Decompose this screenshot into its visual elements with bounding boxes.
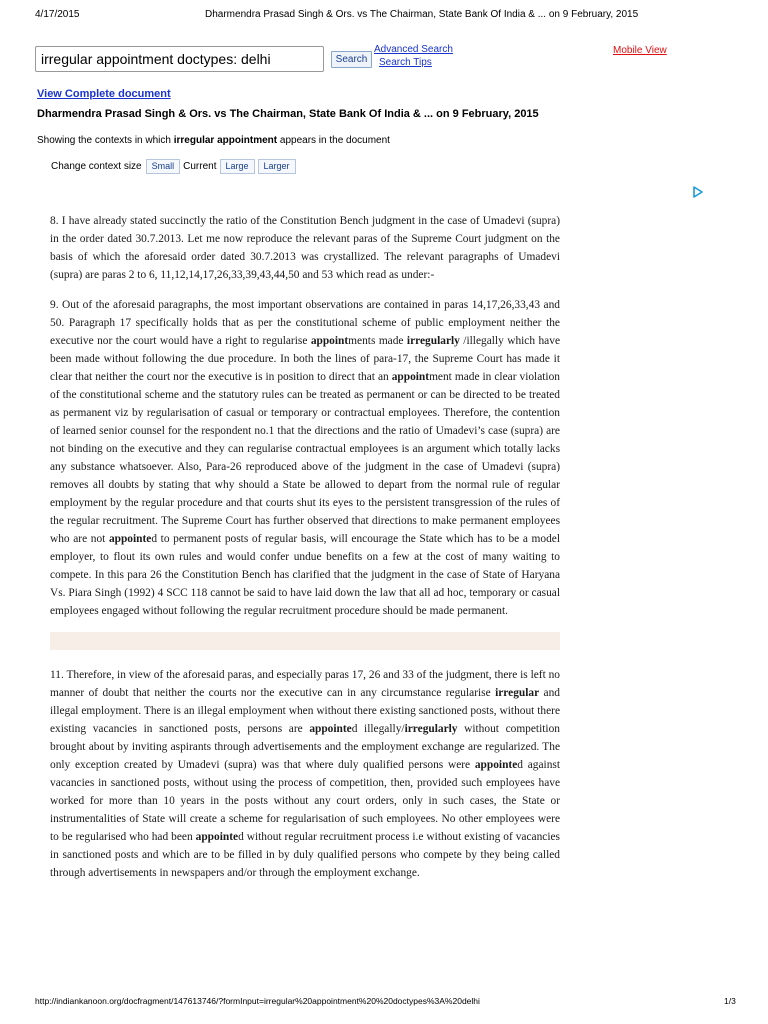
footer-page-number: 1/3 xyxy=(724,996,736,1006)
print-header xyxy=(0,9,768,23)
search-input[interactable]: irregular appointment doctypes: delhi xyxy=(35,46,324,72)
highlighted-term: appoint xyxy=(391,371,430,383)
document-body xyxy=(50,212,560,894)
context-current-label: Current xyxy=(183,160,217,172)
highlighted-term: irregular xyxy=(495,687,540,699)
paragraph-11: 11. Therefore, in view of the aforesaid paras, and especially paras 17, 26 and 33 of the judgment, there is left no manner of doubt that neither the courts nor the executive can in any circumstance regularise irregular and illegal employment. There is an illegal employment when without there existing sanctioned posts, without there existing vacancies in sanctioned posts, persons are appointed illegally/irregularly without competition brought about by inviting aspirants through advertisements and the employment exchange are regularized. The only exception created by Umadevi (supra) was that where duly qualified persons were appointed against vacancies in sanctioned posts, without using the process of competition, then, provided such employees have worked for more than 10 years in the posts without any court orders, only in such cases, the State or instrumentalities of State will create a scheme for regularisation of such employees. No other employees were to be regularised who had been appointed without regular recruitment process i.e without existing of vacancies in sanctioned posts and which are to be filled in by duly qualified persons who compete by they being called through advertisements in newspapers and/or through the employment exchange. xyxy=(50,669,560,879)
context-suffix: appears in the document xyxy=(277,135,390,146)
footer-url: http://indiankanoon.org/docfragment/147613746/?formInput=irregular%20appointment%20%20doctypes%3A%20delhi xyxy=(35,996,480,1006)
highlighted-term: irregularly xyxy=(404,723,458,735)
highlighted-term: appointe xyxy=(309,723,352,735)
document-title: Dharmendra Prasad Singh & Ors. vs The Chairman, State Bank Of India & ... on 9 February, 2015 xyxy=(37,108,539,120)
ad-choices-icon[interactable] xyxy=(692,186,704,198)
context-larger-button[interactable]: Larger xyxy=(258,159,296,174)
highlighted-term: appointe xyxy=(474,759,518,771)
search-tips-link[interactable]: Search Tips xyxy=(379,57,432,68)
context-prefix: Showing the contexts in which xyxy=(37,135,174,146)
paragraph-8: 8. I have already stated succinctly the ratio of the Constitution Bench judgment in the case of Umadevi (supra) in the order dated 30.7.2013. Let me now reproduce the relevant paras of the Supreme Court judgment on the basis of which the aforesaid order dated 30.7.2013 was crystallized. The relevant paragraphs of Umadevi (supra) are paras 2 to 6, 11,12,14,17,26,33,39,43,44,50 and 53 which read as under:- xyxy=(50,215,560,281)
highlighted-term: appoint xyxy=(310,335,349,347)
fragment-separator xyxy=(50,632,560,650)
context-large-button[interactable]: Large xyxy=(220,159,255,174)
view-complete-document-link[interactable]: View Complete document xyxy=(37,88,171,100)
context-description xyxy=(37,135,390,146)
search-button[interactable]: Search xyxy=(331,51,372,68)
context-size-label: Change context size xyxy=(51,160,142,172)
highlighted-term: appointe xyxy=(108,533,152,545)
print-date: 4/17/2015 xyxy=(35,9,80,20)
paragraph-9: 9. Out of the aforesaid paragraphs, the most important observations are contained in paras 14,17,26,33,43 and 50. Paragraph 17 specifically holds that as per the constitutional scheme of public employment neither the executive nor the court would have a right to regularise appointments made irregularly /illegally which have been made without following the due procedure. In both the lines of para-17, the Supreme Court has made it clear that neither the court nor the executive is in position to direct that an appointment made in clear violation of the constitutional scheme and the statutory rules can be treated as permanent or can be directed to be treated as permanent viz by regularisation of casual or temporary or contractual employees. Therefore, the contention of learned senior counsel for the respondent no.1 that the directions and the ratio of Umadevi’s case (supra) are not binding on the executive and they can regularise contractual employees is an argument which totally lacks any substance whatsoever. Also, Para-26 reproduced above of the judgment in the case of Umadevi (supra) removes all doubts by stating that why should a State be allowed to depart from the normal rule of regular employment by the regular procedure and that courts shut its eyes to the persistent transgression of the rules of the regular recruitment. The Supreme Court has further observed that directions to make permanent employees who are not appointed to permanent posts of regular basis, will encourage the State which has to be a model employer, to flout its own rules and would confer undue benefits on a few at the cost of many waiting to compete. In this para 26 the Constitution Bench has clarified that the judgment in the case of State of Haryana Vs. Piara Singh (1992) 4 SCC 118 cannot be said to have laid down the law that all ad hoc, temporary or casual employees engaged without following the regular recruitment procedure should be made permanent. xyxy=(50,299,560,617)
advanced-search-link[interactable]: Advanced Search xyxy=(374,44,453,55)
mobile-view-link[interactable]: Mobile View xyxy=(613,45,667,56)
context-term: irregular appointment xyxy=(173,135,278,146)
highlighted-term: appointe xyxy=(195,831,239,843)
context-small-button[interactable]: Small xyxy=(146,159,181,174)
highlighted-term: irregularly xyxy=(406,335,460,347)
context-size-controls xyxy=(51,158,299,174)
print-title: Dharmendra Prasad Singh & Ors. vs The Chairman, State Bank Of India & ... on 9 February, 2015 xyxy=(205,9,639,20)
